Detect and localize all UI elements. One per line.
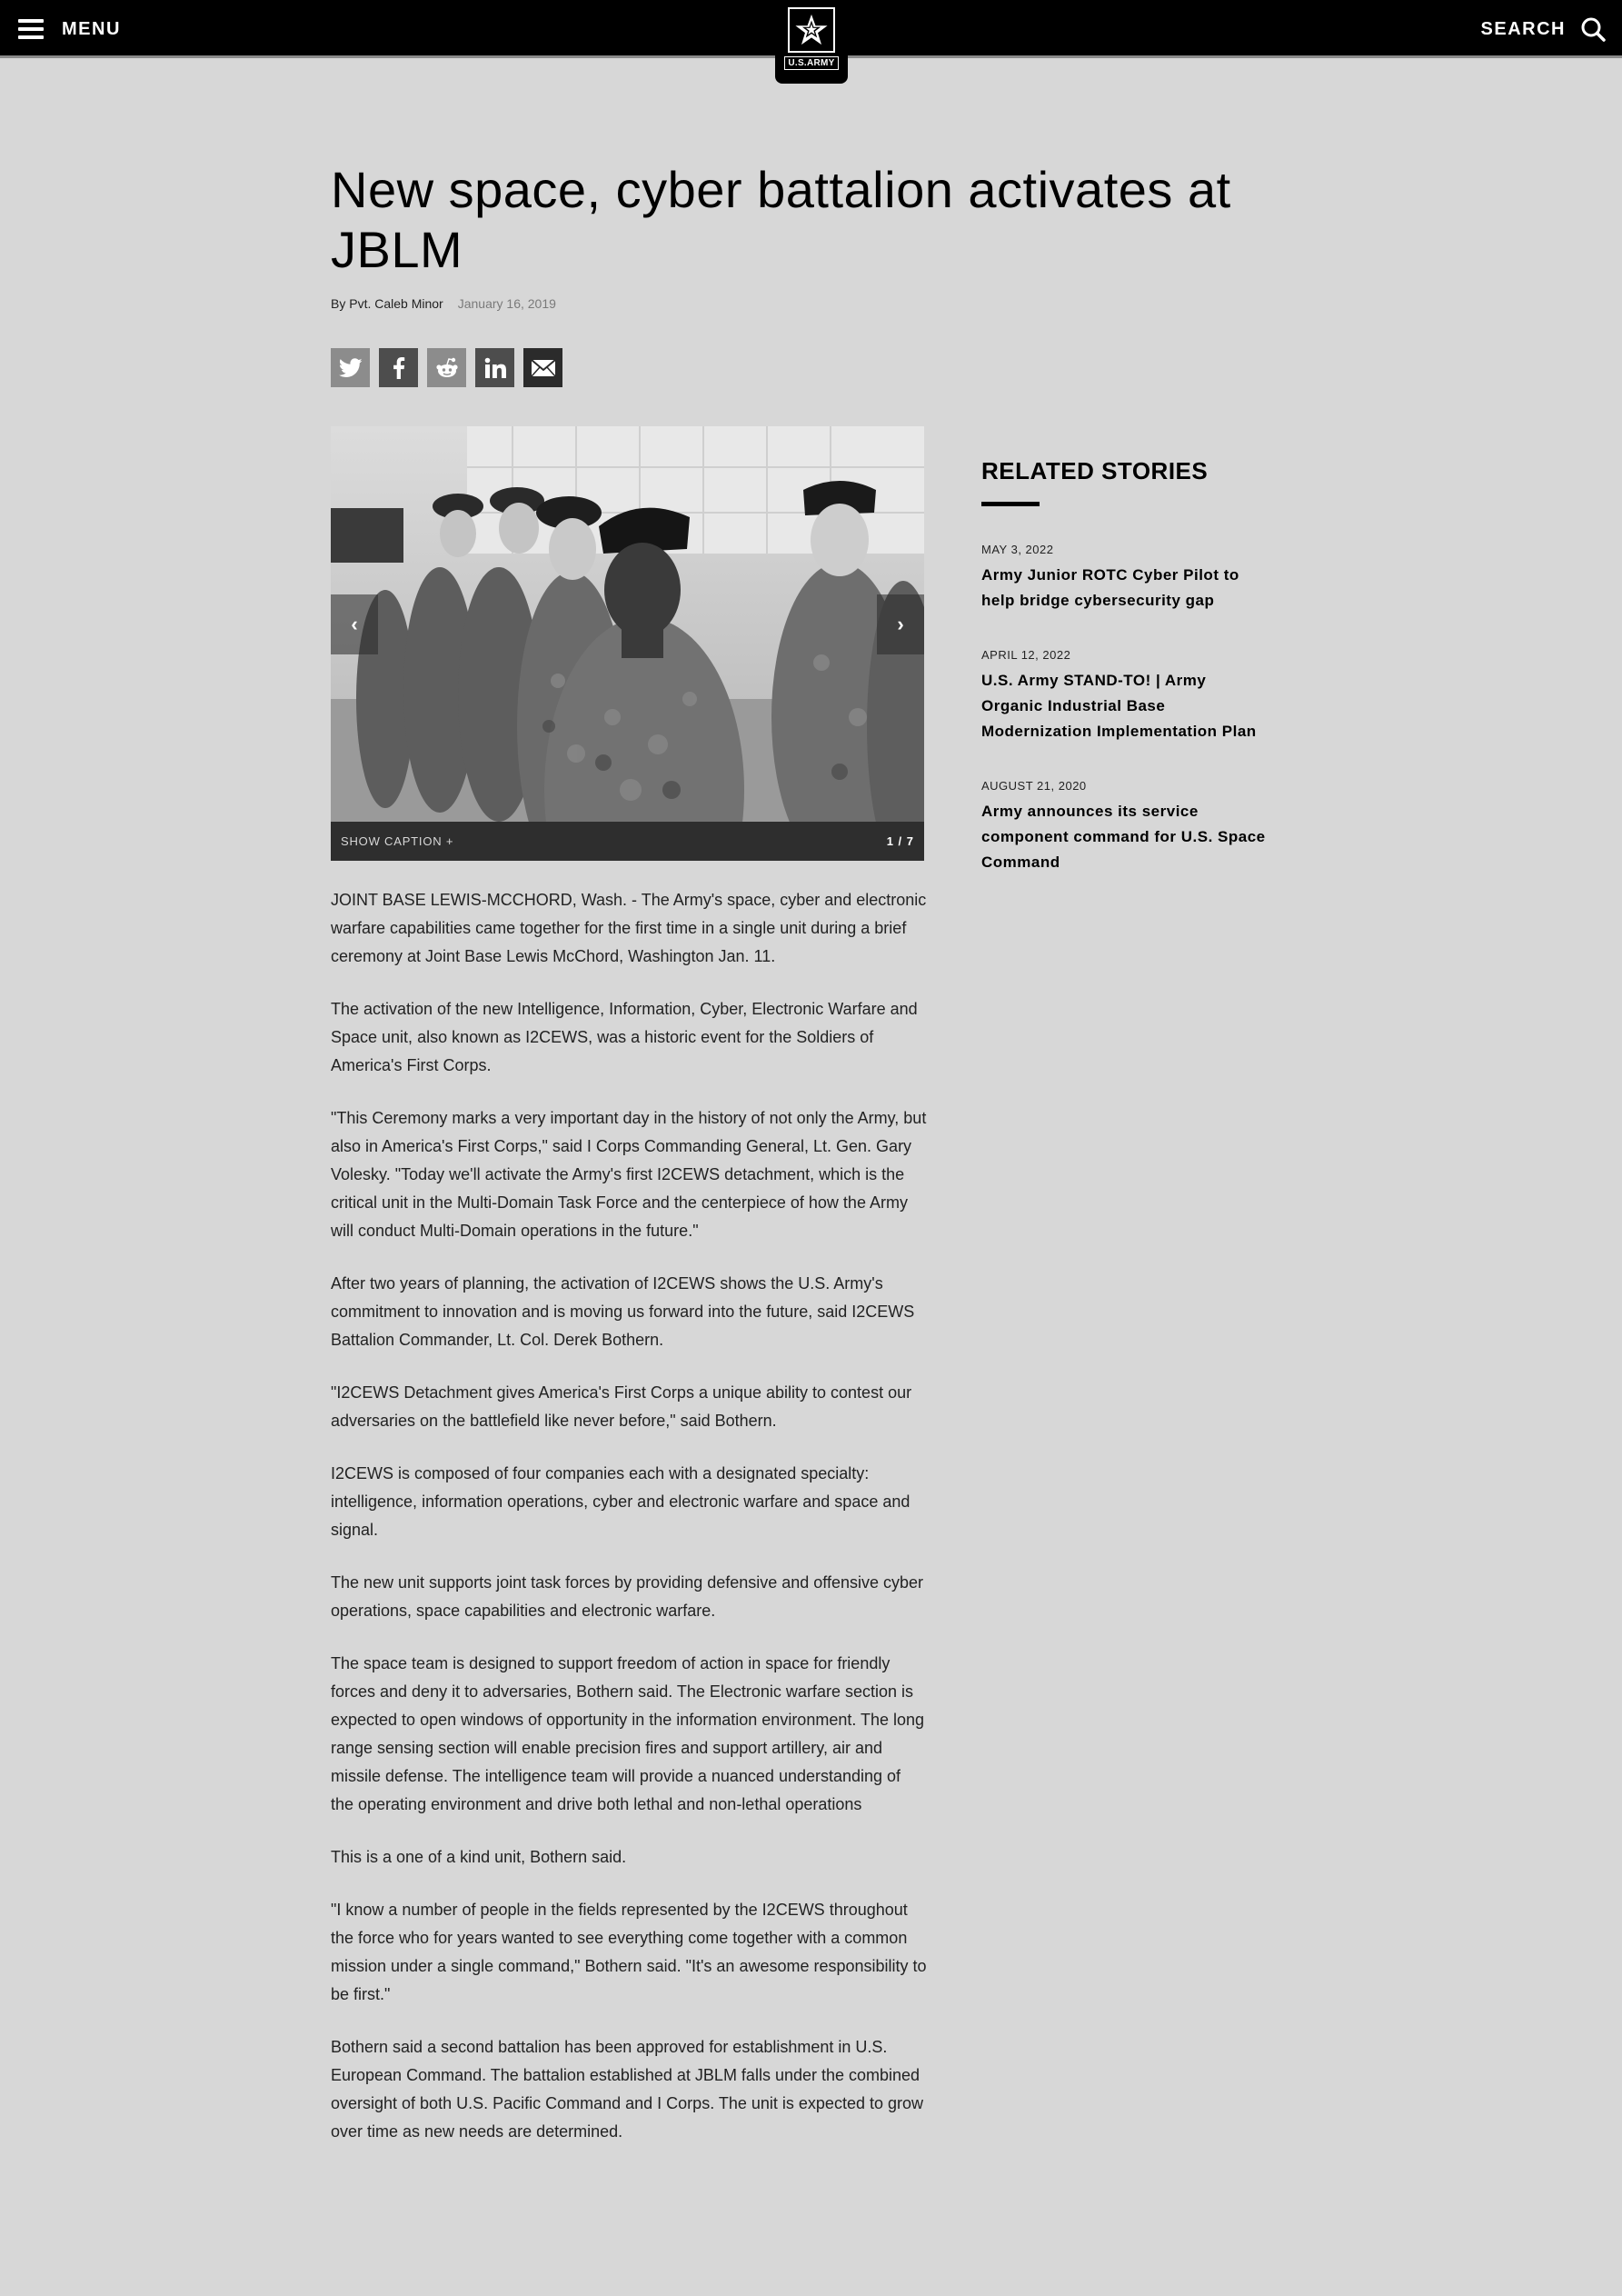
story-date: MAY 3, 2022 <box>981 543 1054 556</box>
gallery-photo <box>331 426 924 822</box>
article-paragraph: "This Ceremony marks a very important day in the history of not only the Army, but also in America's First Corps," said I Corps Commanding General, Lt. Gen. Gary Volesky. "Today we'll activate the Army's first I2CEWS detachment, which is the critical unit in the Multi-Domain Task Force and the centerpiece of how the Army will conduct Multi-Domain operations in the future." <box>331 1109 927 1240</box>
photo-gallery <box>331 426 924 861</box>
article-body <box>331 886 927 2171</box>
search-button[interactable] <box>1481 16 1606 42</box>
search-label: SEARCH <box>1480 18 1566 39</box>
publish-date: January 16, 2019 <box>457 296 556 311</box>
army-logo[interactable] <box>775 0 848 84</box>
story-link[interactable]: Army Junior ROTC Cyber Pilot to help bridge cybersecurity gap <box>981 566 1239 609</box>
article-paragraph: The space team is designed to support freedom of action in space for friendly forces and deny it to adversaries, Bothern said. The Electronic warfare section is expected to open windows of opportunity in the information environment. The long range sensing section will enable precision fires and support artillery, air and missile defense. The intelligence team will provide a nuanced understanding of the operating environment and drive both lethal and non-lethal operations <box>331 1654 925 1813</box>
article-paragraph: JOINT BASE LEWIS-MCCHORD, Wash. - The Army's space, cyber and electronic warfare capabilities came together for the first time in a single unit during a brief ceremony at Joint Base Lewis McChord, Washington Jan. 11. <box>331 891 927 965</box>
story-date: APRIL 12, 2022 <box>981 648 1071 662</box>
show-caption-button[interactable]: SHOW CAPTION + <box>341 834 454 848</box>
star-icon <box>788 7 835 53</box>
article-paragraph: I2CEWS is composed of four companies each with a designated specialty: intelligence, information operations, cyber and electronic warfare and space and signal. <box>331 1464 911 1539</box>
gallery-next-button[interactable]: › <box>877 594 924 654</box>
gallery-counter: 1 / 7 <box>886 834 914 848</box>
menu-button[interactable] <box>18 16 121 42</box>
article-paragraph: After two years of planning, the activation of I2CEWS shows the U.S. Army's commitment to innovation and is moving us forward into the future, said I2CEWS Battalion Commander, Lt. Col. Derek Bothern. <box>331 1274 915 1349</box>
story-link[interactable]: U.S. Army STAND-TO! | Army Organic Industrial Base Modernization Implementation Plan <box>981 672 1257 740</box>
article-paragraph: The new unit supports joint task forces by providing defensive and offensive cyber operations, space capabilities and electronic warfare. <box>331 1573 924 1620</box>
linkedin-icon <box>484 357 506 379</box>
article-paragraph: This is a one of a kind unit, Bothern said. <box>331 1848 627 1866</box>
related-story <box>981 543 1272 614</box>
twitter-icon <box>339 358 363 378</box>
story-date: AUGUST 21, 2020 <box>981 779 1087 793</box>
share-facebook-button[interactable] <box>379 348 418 387</box>
share-linkedin-button[interactable] <box>475 348 514 387</box>
share-reddit-button[interactable] <box>427 348 466 387</box>
search-icon <box>1580 16 1606 42</box>
article-paragraph: "I2CEWS Detachment gives America's First Corps a unique ability to contest our adversaries on the battlefield like never before," said Bothern. <box>331 1383 912 1430</box>
logo-wordmark: U.S.ARMY <box>784 56 838 70</box>
reddit-icon <box>434 357 460 379</box>
related-story <box>981 648 1272 744</box>
caption-bar <box>331 822 924 861</box>
facebook-icon <box>393 357 405 379</box>
title-underline <box>981 502 1040 506</box>
article-title: New space, cyber battalion activates at JBLM <box>331 161 1231 278</box>
article-paragraph: "I know a number of people in the fields represented by the I2CEWS throughout the force who for years wanted to see everything come together with a common mission under a single command," Bothern said. "It's an awesome responsibility to be first." <box>331 1901 927 2003</box>
related-story <box>981 779 1272 875</box>
article-paragraph: The activation of the new Intelligence, Information, Cyber, Electronic Warfare and Space unit, also known as I2CEWS, was a historic event for the Soldiers of America's First Corps. <box>331 1000 918 1074</box>
share-twitter-button[interactable] <box>331 348 370 387</box>
share-buttons <box>331 348 562 387</box>
menu-label: MENU <box>62 18 121 39</box>
story-link[interactable]: Army announces its service component command for U.S. Space Command <box>981 803 1266 871</box>
related-stories <box>981 457 1272 910</box>
gallery-prev-button[interactable]: ‹ <box>331 594 378 654</box>
byline <box>331 296 556 311</box>
article-paragraph: Bothern said a second battalion has been approved for establishment in U.S. European Command. The battalion established at JBLM falls under the combined oversight of both U.S. Pacific Command and I Corps. The unit is expected to grow over time as new needs are determined. <box>331 2038 923 2141</box>
hamburger-icon <box>18 19 44 39</box>
related-stories-title: RELATED STORIES <box>981 457 1209 484</box>
email-icon <box>531 359 556 377</box>
author[interactable]: By Pvt. Caleb Minor <box>331 296 443 311</box>
share-email-button[interactable] <box>523 348 562 387</box>
